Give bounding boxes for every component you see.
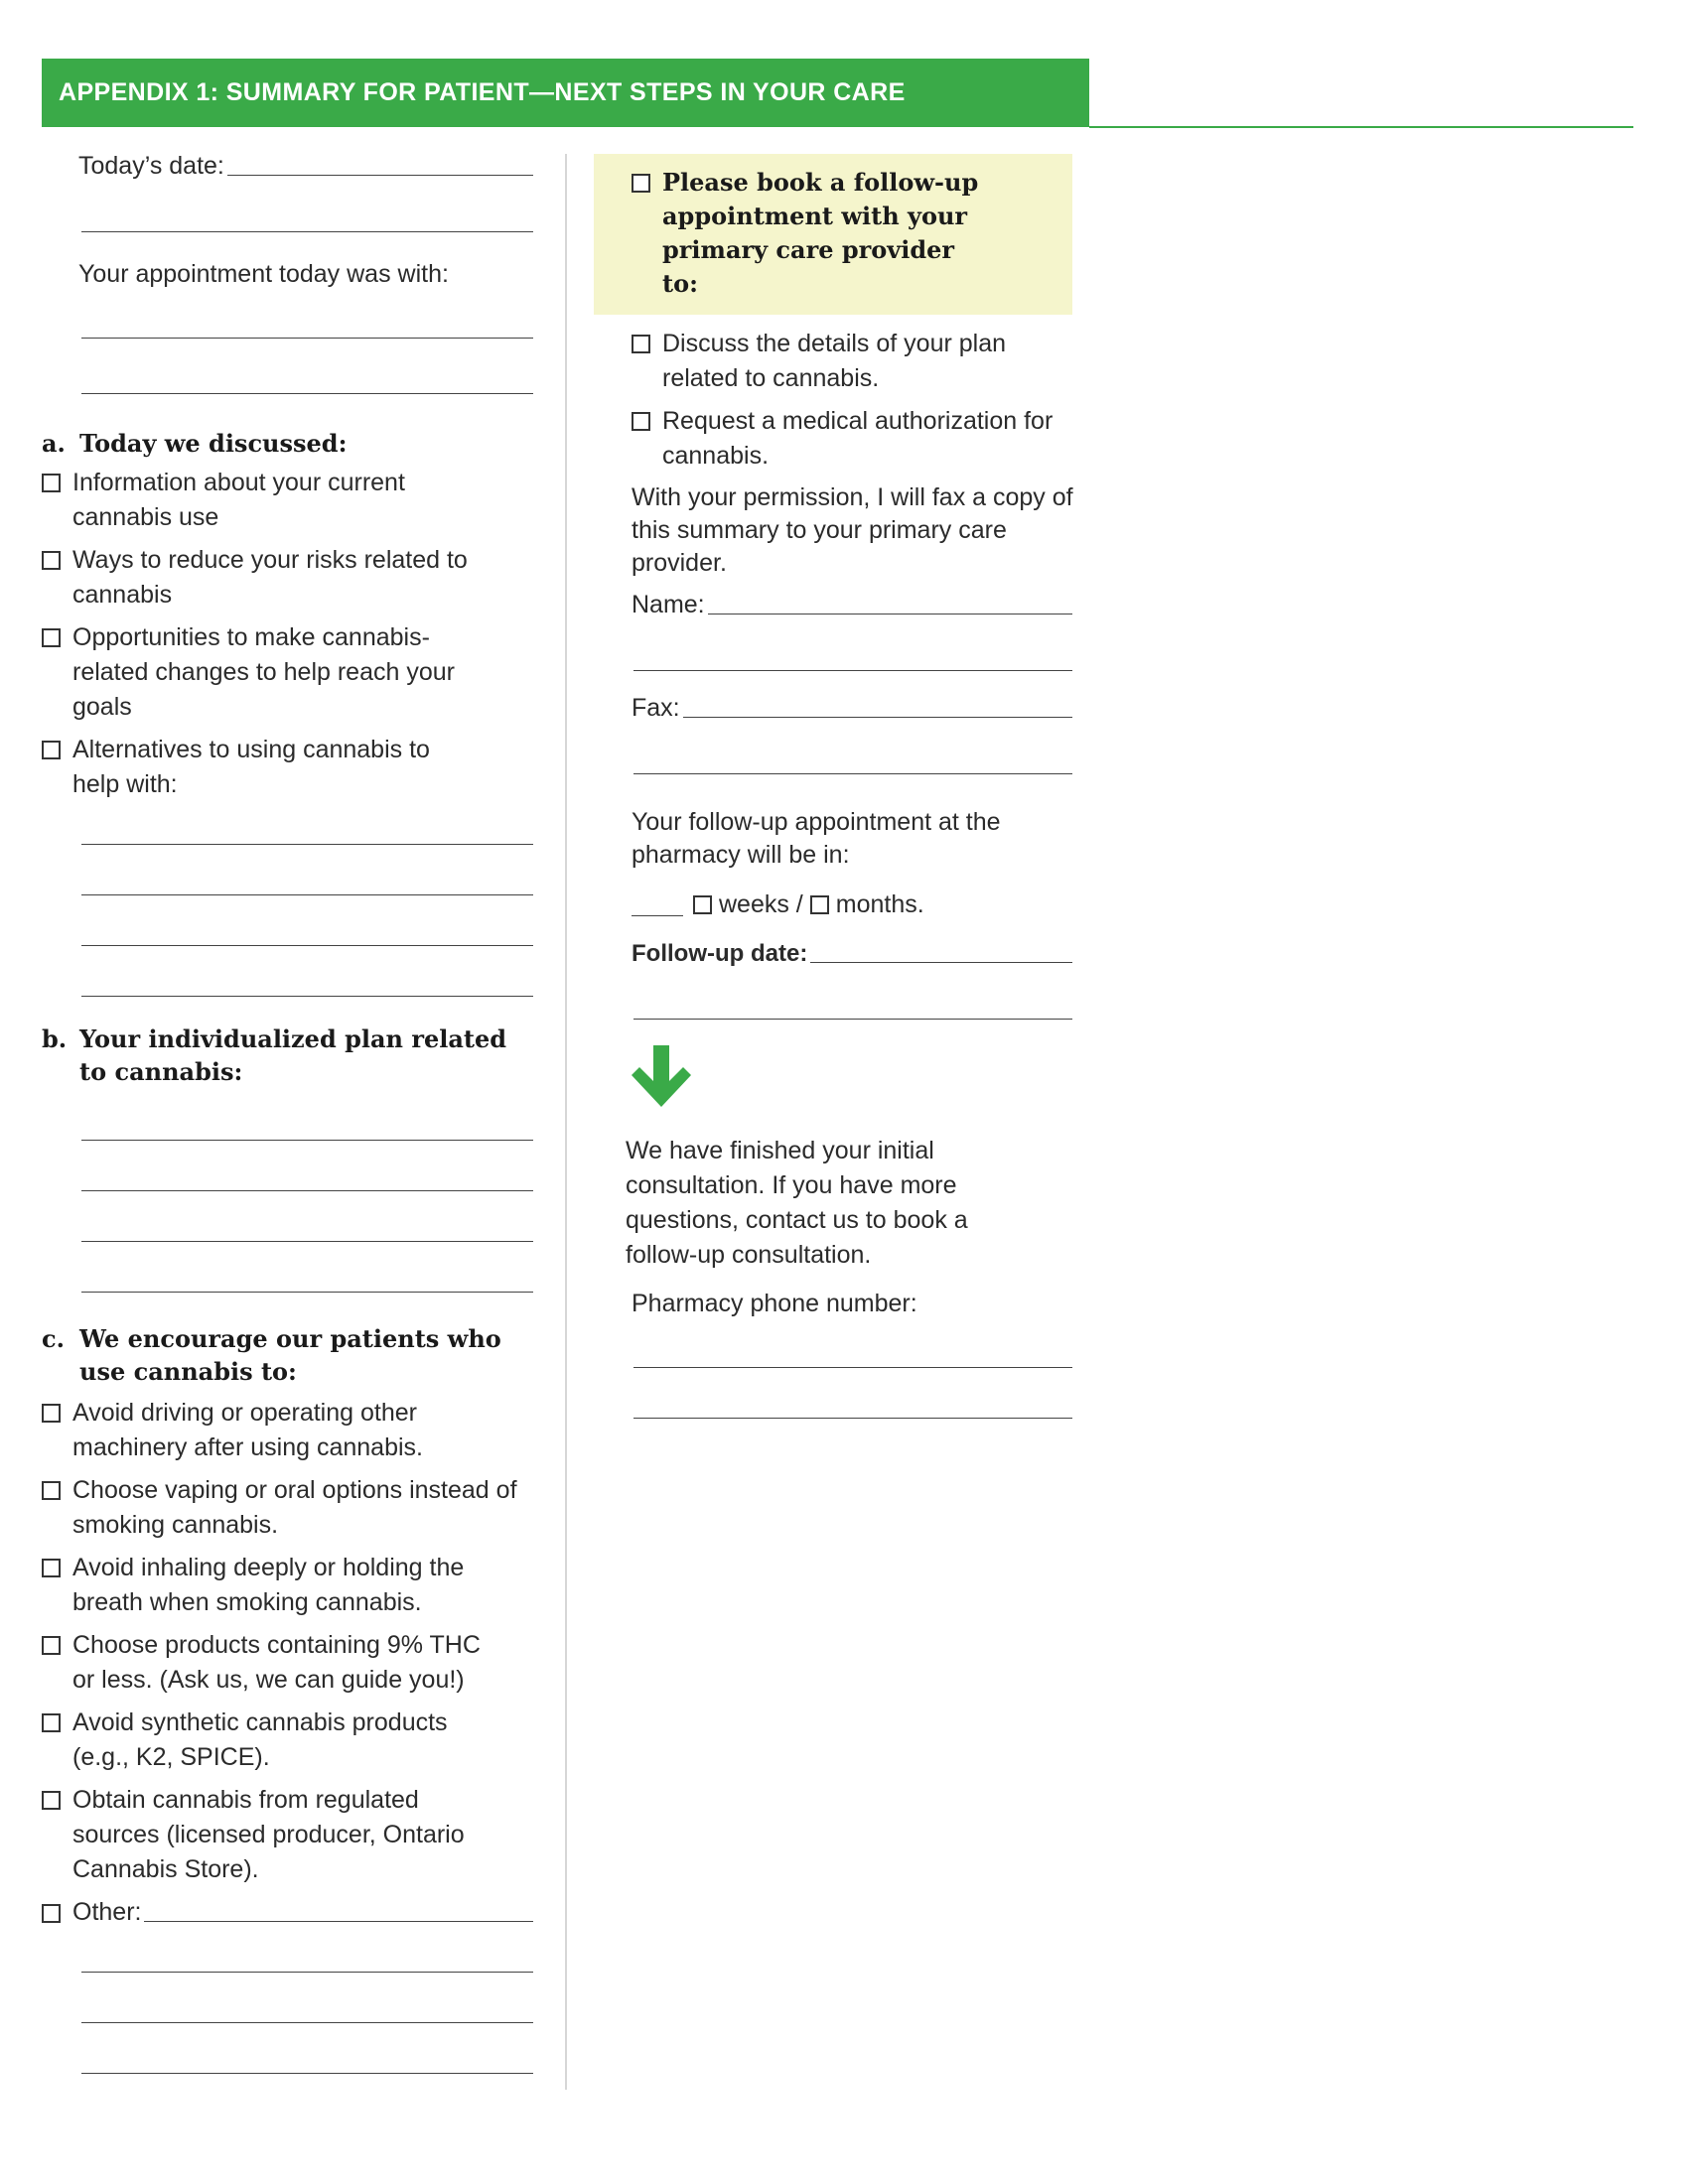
fax-label: Fax: xyxy=(632,694,680,722)
name-label: Name: xyxy=(632,591,705,618)
plan-line-4[interactable] xyxy=(81,1292,533,1293)
followup-date-line[interactable] xyxy=(810,962,1072,963)
discussed-item-reduce-risks[interactable]: Ways to reduce your risks related to cannabis xyxy=(42,543,533,613)
name-field xyxy=(632,588,1072,622)
appointment-line-1[interactable] xyxy=(81,338,533,339)
alternatives-line-2[interactable] xyxy=(81,894,533,895)
checkbox[interactable] xyxy=(42,1791,61,1810)
section-a-heading xyxy=(42,427,533,460)
plan-line-1[interactable] xyxy=(81,1140,533,1141)
plan-line-2[interactable] xyxy=(81,1190,533,1191)
discussed-item-current-use[interactable]: Information about your current cannabis use xyxy=(42,466,533,535)
pharmacy-followup-text: Your follow-up appointment at the pharmacy will be in: xyxy=(632,808,1001,869)
alternatives-line-3[interactable] xyxy=(81,945,533,946)
checkbox[interactable] xyxy=(42,1904,61,1923)
other-line-2[interactable] xyxy=(81,1972,533,1973)
months-checkbox[interactable] xyxy=(810,895,829,914)
followup-box xyxy=(594,154,1072,315)
followup-heading: Please book a follow-up appointment with your primary care provider to: xyxy=(662,168,979,298)
followup-book-option[interactable] xyxy=(632,166,1058,301)
column-divider xyxy=(565,154,567,2090)
followup-date-field xyxy=(632,936,1072,971)
section-c-title: We encourage our patients who use cannabis to: xyxy=(79,1324,501,1386)
phone-line-1[interactable] xyxy=(633,1367,1072,1368)
checkbox[interactable] xyxy=(42,628,61,647)
fax-field xyxy=(632,691,1072,726)
other-line-3[interactable] xyxy=(81,2022,533,2023)
alternatives-line-4[interactable] xyxy=(81,996,533,997)
down-arrow-icon xyxy=(632,1045,1072,1116)
followup-date-line-2[interactable] xyxy=(633,1019,1072,1020)
other-line-4[interactable] xyxy=(81,2073,533,2074)
discussed-item-alternatives[interactable]: Alternatives to using cannabis to help with: xyxy=(42,733,533,802)
title-rule xyxy=(1089,126,1633,128)
finished-text: We have finished your initial consultation. If you have more questions, contact us to book a follow-up consultation. xyxy=(626,1137,968,1269)
section-c-letter: c. xyxy=(42,1324,65,1353)
name-line-2[interactable] xyxy=(633,670,1072,671)
left-column xyxy=(42,149,533,2074)
months-label: months. xyxy=(835,890,924,918)
encourage-item-thc[interactable]: Choose products containing 9% THC or less. (Ask us, we can guide you!) xyxy=(42,1628,533,1698)
appointment-label: Your appointment today was with: xyxy=(78,260,449,288)
section-a-letter: a. xyxy=(42,429,66,458)
encourage-item-regulated[interactable]: Obtain cannabis from regulated sources (licensed producer, Ontario Cannabis Store). xyxy=(42,1783,533,1887)
section-b-heading xyxy=(42,1023,533,1088)
checkbox[interactable] xyxy=(42,1404,61,1423)
checkbox[interactable] xyxy=(42,474,61,492)
discussed-item-opportunities[interactable]: Opportunities to make cannabis-related changes to help reach your goals xyxy=(42,620,533,725)
section-a-title: Today we discussed: xyxy=(79,429,348,458)
fax-line-2[interactable] xyxy=(633,773,1072,774)
date-line[interactable] xyxy=(227,175,533,176)
checkbox[interactable] xyxy=(42,1636,61,1655)
encourage-item-vaping[interactable]: Choose vaping or oral options instead of smoking cannabis. xyxy=(42,1473,533,1543)
weeks-checkbox[interactable] xyxy=(693,895,712,914)
checkbox[interactable] xyxy=(42,1481,61,1500)
date-label: Today’s date: xyxy=(78,152,224,180)
phone-line-2[interactable] xyxy=(633,1418,1072,1419)
followup-interval xyxy=(632,887,1072,922)
checkbox[interactable] xyxy=(632,174,650,193)
phone-label: Pharmacy phone number: xyxy=(632,1290,917,1317)
appointment-line-2[interactable] xyxy=(81,393,533,394)
right-column xyxy=(594,154,1072,1419)
encourage-item-synthetic[interactable]: Avoid synthetic cannabis products (e.g., K2, SPICE). xyxy=(42,1706,533,1775)
followup-list xyxy=(632,327,1072,474)
section-b-letter: b. xyxy=(42,1024,68,1053)
fax-line[interactable] xyxy=(683,717,1072,718)
section-c-heading xyxy=(42,1322,533,1388)
checkbox[interactable] xyxy=(632,412,650,431)
followup-item-discuss[interactable]: Discuss the details of your plan related to cannabis. xyxy=(632,327,1072,396)
alternatives-line-1[interactable] xyxy=(81,844,533,845)
section-b-title: Your individualized plan related to cannabis: xyxy=(79,1024,507,1086)
followup-item-authorization[interactable]: Request a medical authorization for cannabis. xyxy=(632,404,1072,474)
followup-date-label: Follow-up date: xyxy=(632,940,808,967)
interval-number-line[interactable] xyxy=(632,893,683,916)
other-line[interactable] xyxy=(144,1921,533,1922)
section-a-list xyxy=(42,466,533,802)
page-title: APPENDIX 1: SUMMARY FOR PATIENT—NEXT STEPS IN YOUR CARE xyxy=(42,59,1089,127)
checkbox[interactable] xyxy=(42,551,61,570)
section-c-list xyxy=(42,1396,533,1930)
weeks-label: weeks / xyxy=(719,890,803,918)
encourage-item-other[interactable] xyxy=(42,1895,533,1930)
checkbox[interactable] xyxy=(42,1713,61,1732)
checkbox[interactable] xyxy=(42,1559,61,1577)
plan-line-3[interactable] xyxy=(81,1241,533,1242)
checkbox[interactable] xyxy=(42,741,61,759)
encourage-item-inhaling[interactable]: Avoid inhaling deeply or holding the breath when smoking cannabis. xyxy=(42,1551,533,1620)
date-field xyxy=(78,149,533,184)
encourage-item-driving[interactable]: Avoid driving or operating other machinery after using cannabis. xyxy=(42,1396,533,1465)
fax-permission-text: With your permission, I will fax a copy of this summary to your primary care provider. xyxy=(632,483,1073,577)
checkbox[interactable] xyxy=(632,335,650,353)
date-line-2[interactable] xyxy=(81,231,533,232)
other-label: Other: xyxy=(72,1898,142,1926)
